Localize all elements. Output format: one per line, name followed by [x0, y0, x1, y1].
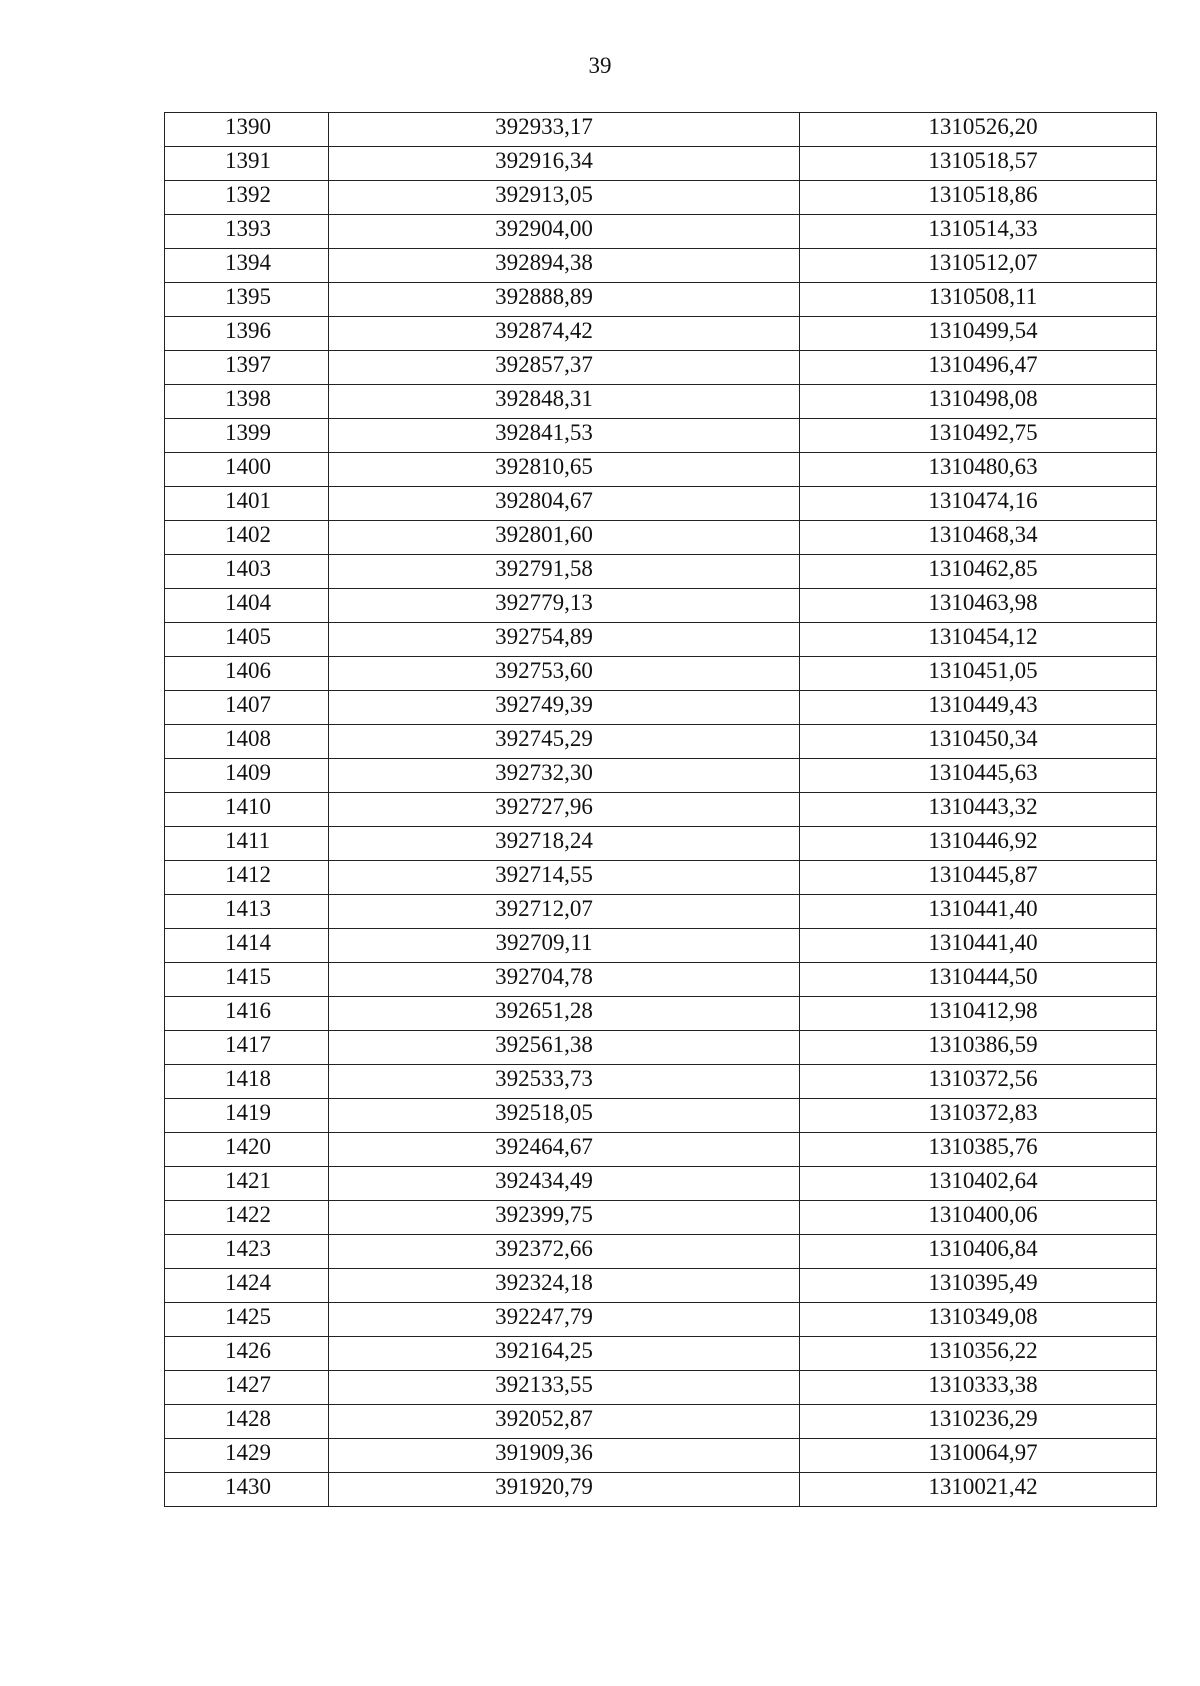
x-coordinate-cell: 392727,96	[329, 793, 800, 827]
x-coordinate-cell: 392464,67	[329, 1133, 800, 1167]
y-coordinate-cell: 1310402,64	[800, 1167, 1157, 1201]
point-number-cell: 1399	[165, 419, 329, 453]
x-coordinate-cell: 392810,65	[329, 453, 800, 487]
x-coordinate-cell: 392561,38	[329, 1031, 800, 1065]
table-row	[165, 521, 1157, 555]
point-number-cell: 1425	[165, 1303, 329, 1337]
y-coordinate-cell: 1310441,40	[800, 895, 1157, 929]
point-number-cell: 1396	[165, 317, 329, 351]
y-coordinate-cell: 1310480,63	[800, 453, 1157, 487]
x-coordinate-cell: 392753,60	[329, 657, 800, 691]
table-row	[165, 1201, 1157, 1235]
point-number-cell: 1405	[165, 623, 329, 657]
point-number-cell: 1409	[165, 759, 329, 793]
point-number-cell: 1411	[165, 827, 329, 861]
point-number-cell: 1428	[165, 1405, 329, 1439]
table-row	[165, 1235, 1157, 1269]
point-number-cell: 1424	[165, 1269, 329, 1303]
table-row	[165, 453, 1157, 487]
x-coordinate-cell: 392133,55	[329, 1371, 800, 1405]
y-coordinate-cell: 1310412,98	[800, 997, 1157, 1031]
y-coordinate-cell: 1310450,34	[800, 725, 1157, 759]
point-number-cell: 1413	[165, 895, 329, 929]
point-number-cell: 1420	[165, 1133, 329, 1167]
y-coordinate-cell: 1310236,29	[800, 1405, 1157, 1439]
point-number-cell: 1418	[165, 1065, 329, 1099]
y-coordinate-cell: 1310496,47	[800, 351, 1157, 385]
x-coordinate-cell: 392894,38	[329, 249, 800, 283]
table-row	[165, 1065, 1157, 1099]
y-coordinate-cell: 1310518,57	[800, 147, 1157, 181]
table-row	[165, 657, 1157, 691]
y-coordinate-cell: 1310463,98	[800, 589, 1157, 623]
table-row	[165, 827, 1157, 861]
table-row	[165, 623, 1157, 657]
coordinates-table	[164, 112, 1157, 1507]
table-row	[165, 181, 1157, 215]
point-number-cell: 1412	[165, 861, 329, 895]
coordinates-table-body	[165, 113, 1157, 1507]
y-coordinate-cell: 1310499,54	[800, 317, 1157, 351]
point-number-cell: 1398	[165, 385, 329, 419]
x-coordinate-cell: 392651,28	[329, 997, 800, 1031]
table-row	[165, 997, 1157, 1031]
x-coordinate-cell: 392714,55	[329, 861, 800, 895]
y-coordinate-cell: 1310356,22	[800, 1337, 1157, 1371]
table-row	[165, 793, 1157, 827]
x-coordinate-cell: 391920,79	[329, 1473, 800, 1507]
table-row	[165, 1439, 1157, 1473]
x-coordinate-cell: 392913,05	[329, 181, 800, 215]
table-row	[165, 691, 1157, 725]
x-coordinate-cell: 392933,17	[329, 113, 800, 147]
page-number: 39	[588, 53, 612, 78]
point-number-cell: 1393	[165, 215, 329, 249]
x-coordinate-cell: 392857,37	[329, 351, 800, 385]
x-coordinate-cell: 392745,29	[329, 725, 800, 759]
x-coordinate-cell: 392754,89	[329, 623, 800, 657]
y-coordinate-cell: 1310385,76	[800, 1133, 1157, 1167]
table-row	[165, 1269, 1157, 1303]
point-number-cell: 1406	[165, 657, 329, 691]
y-coordinate-cell: 1310462,85	[800, 555, 1157, 589]
table-row	[165, 147, 1157, 181]
table-row	[165, 759, 1157, 793]
point-number-cell: 1414	[165, 929, 329, 963]
x-coordinate-cell: 392801,60	[329, 521, 800, 555]
x-coordinate-cell: 392804,67	[329, 487, 800, 521]
point-number-cell: 1419	[165, 1099, 329, 1133]
x-coordinate-cell: 392164,25	[329, 1337, 800, 1371]
table-row	[165, 215, 1157, 249]
x-coordinate-cell: 392399,75	[329, 1201, 800, 1235]
table-row	[165, 385, 1157, 419]
table-row	[165, 861, 1157, 895]
y-coordinate-cell: 1310021,42	[800, 1473, 1157, 1507]
point-number-cell: 1392	[165, 181, 329, 215]
x-coordinate-cell: 391909,36	[329, 1439, 800, 1473]
x-coordinate-cell: 392718,24	[329, 827, 800, 861]
point-number-cell: 1408	[165, 725, 329, 759]
point-number-cell: 1426	[165, 1337, 329, 1371]
point-number-cell: 1391	[165, 147, 329, 181]
point-number-cell: 1401	[165, 487, 329, 521]
y-coordinate-cell: 1310446,92	[800, 827, 1157, 861]
y-coordinate-cell: 1310526,20	[800, 113, 1157, 147]
table-row	[165, 419, 1157, 453]
table-row	[165, 1337, 1157, 1371]
table-row	[165, 929, 1157, 963]
x-coordinate-cell: 392247,79	[329, 1303, 800, 1337]
x-coordinate-cell: 392904,00	[329, 215, 800, 249]
point-number-cell: 1410	[165, 793, 329, 827]
x-coordinate-cell: 392888,89	[329, 283, 800, 317]
x-coordinate-cell: 392704,78	[329, 963, 800, 997]
y-coordinate-cell: 1310444,50	[800, 963, 1157, 997]
y-coordinate-cell: 1310441,40	[800, 929, 1157, 963]
table-row	[165, 487, 1157, 521]
table-row	[165, 1405, 1157, 1439]
y-coordinate-cell: 1310449,43	[800, 691, 1157, 725]
y-coordinate-cell: 1310400,06	[800, 1201, 1157, 1235]
table-row	[165, 589, 1157, 623]
point-number-cell: 1427	[165, 1371, 329, 1405]
table-row	[165, 895, 1157, 929]
x-coordinate-cell: 392732,30	[329, 759, 800, 793]
point-number-cell: 1395	[165, 283, 329, 317]
table-row	[165, 1371, 1157, 1405]
table-row	[165, 1473, 1157, 1507]
y-coordinate-cell: 1310372,56	[800, 1065, 1157, 1099]
x-coordinate-cell: 392791,58	[329, 555, 800, 589]
table-row	[165, 725, 1157, 759]
point-number-cell: 1416	[165, 997, 329, 1031]
x-coordinate-cell: 392052,87	[329, 1405, 800, 1439]
y-coordinate-cell: 1310454,12	[800, 623, 1157, 657]
x-coordinate-cell: 392779,13	[329, 589, 800, 623]
x-coordinate-cell: 392372,66	[329, 1235, 800, 1269]
y-coordinate-cell: 1310406,84	[800, 1235, 1157, 1269]
point-number-cell: 1422	[165, 1201, 329, 1235]
x-coordinate-cell: 392874,42	[329, 317, 800, 351]
y-coordinate-cell: 1310518,86	[800, 181, 1157, 215]
table-row	[165, 1303, 1157, 1337]
point-number-cell: 1421	[165, 1167, 329, 1201]
table-row	[165, 1133, 1157, 1167]
x-coordinate-cell: 392709,11	[329, 929, 800, 963]
y-coordinate-cell: 1310349,08	[800, 1303, 1157, 1337]
table-row	[165, 317, 1157, 351]
y-coordinate-cell: 1310443,32	[800, 793, 1157, 827]
x-coordinate-cell: 392712,07	[329, 895, 800, 929]
x-coordinate-cell: 392841,53	[329, 419, 800, 453]
table-row	[165, 1031, 1157, 1065]
x-coordinate-cell: 392533,73	[329, 1065, 800, 1099]
table-row	[165, 1099, 1157, 1133]
table-row	[165, 113, 1157, 147]
point-number-cell: 1400	[165, 453, 329, 487]
x-coordinate-cell: 392518,05	[329, 1099, 800, 1133]
y-coordinate-cell: 1310064,97	[800, 1439, 1157, 1473]
y-coordinate-cell: 1310468,34	[800, 521, 1157, 555]
y-coordinate-cell: 1310514,33	[800, 215, 1157, 249]
y-coordinate-cell: 1310498,08	[800, 385, 1157, 419]
point-number-cell: 1417	[165, 1031, 329, 1065]
point-number-cell: 1402	[165, 521, 329, 555]
y-coordinate-cell: 1310512,07	[800, 249, 1157, 283]
point-number-cell: 1390	[165, 113, 329, 147]
y-coordinate-cell: 1310372,83	[800, 1099, 1157, 1133]
y-coordinate-cell: 1310386,59	[800, 1031, 1157, 1065]
y-coordinate-cell: 1310445,63	[800, 759, 1157, 793]
point-number-cell: 1415	[165, 963, 329, 997]
x-coordinate-cell: 392848,31	[329, 385, 800, 419]
x-coordinate-cell: 392324,18	[329, 1269, 800, 1303]
table-row	[165, 555, 1157, 589]
point-number-cell: 1397	[165, 351, 329, 385]
x-coordinate-cell: 392916,34	[329, 147, 800, 181]
y-coordinate-cell: 1310474,16	[800, 487, 1157, 521]
table-row	[165, 283, 1157, 317]
point-number-cell: 1404	[165, 589, 329, 623]
y-coordinate-cell: 1310333,38	[800, 1371, 1157, 1405]
y-coordinate-cell: 1310395,49	[800, 1269, 1157, 1303]
table-row	[165, 1167, 1157, 1201]
point-number-cell: 1423	[165, 1235, 329, 1269]
point-number-cell: 1403	[165, 555, 329, 589]
point-number-cell: 1394	[165, 249, 329, 283]
x-coordinate-cell: 392434,49	[329, 1167, 800, 1201]
y-coordinate-cell: 1310445,87	[800, 861, 1157, 895]
table-row	[165, 963, 1157, 997]
table-row	[165, 351, 1157, 385]
table-row	[165, 249, 1157, 283]
point-number-cell: 1429	[165, 1439, 329, 1473]
point-number-cell: 1407	[165, 691, 329, 725]
point-number-cell: 1430	[165, 1473, 329, 1507]
y-coordinate-cell: 1310508,11	[800, 283, 1157, 317]
x-coordinate-cell: 392749,39	[329, 691, 800, 725]
y-coordinate-cell: 1310492,75	[800, 419, 1157, 453]
y-coordinate-cell: 1310451,05	[800, 657, 1157, 691]
